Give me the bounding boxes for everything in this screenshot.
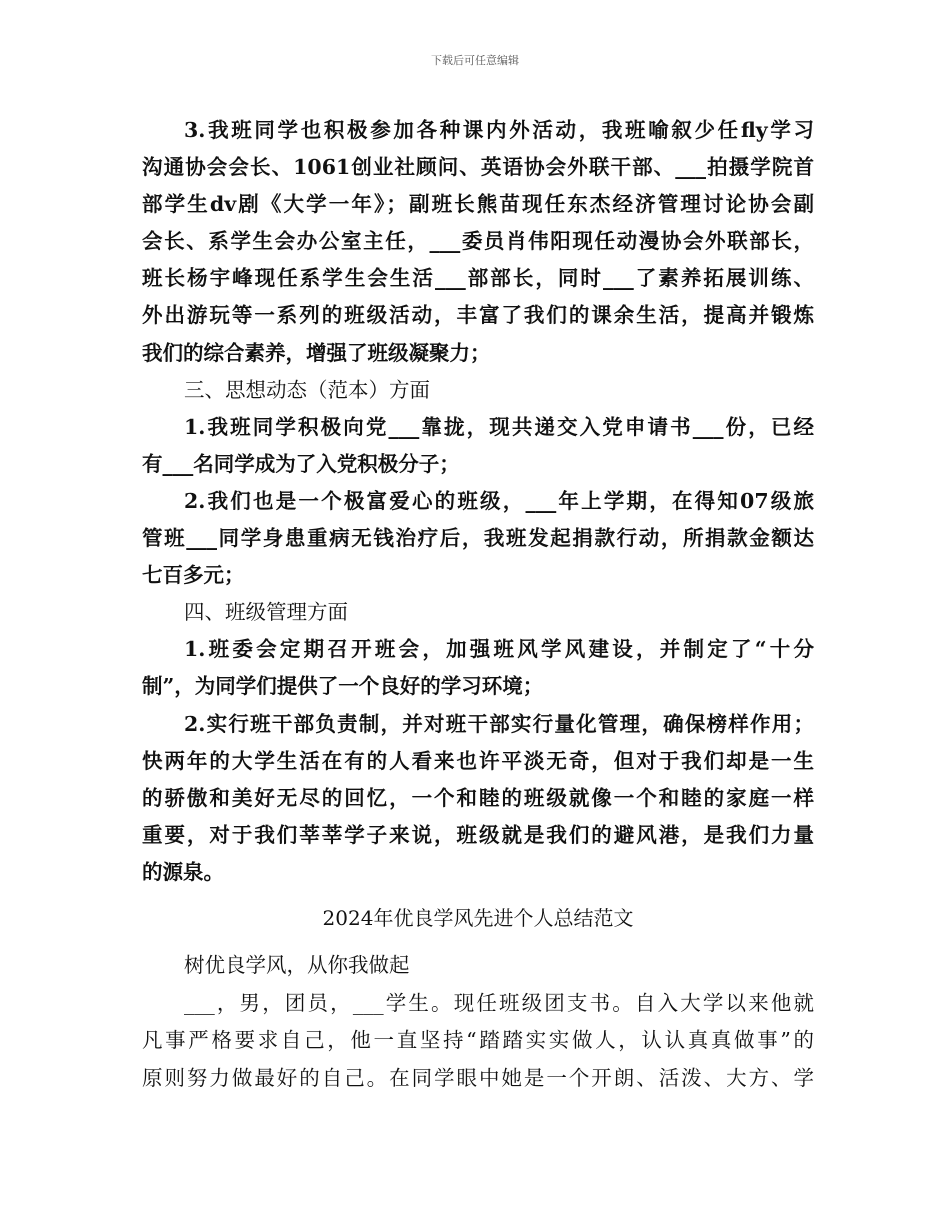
paragraph-line: 管班___同学身患重病无钱治疗后，我班发起捐款行动，所捐款金额达: [142, 526, 814, 551]
paragraph-line: 会长、系学生会办公室主任，___委员肖伟阳现任动漫协会外联部长，: [142, 229, 814, 254]
paragraph-line: 班长杨宇峰现任系学生会生活___部部长，同时___了素养拓展训练、: [142, 266, 814, 291]
section-heading: 四、班级管理方面: [184, 600, 348, 625]
paragraph-line: 的源泉。: [142, 859, 224, 884]
paragraph-line: 快两年的大学生活在有的人看来也许平淡无奇，但对于我们却是一生: [142, 748, 814, 773]
paragraph-line: 部学生dv剧《大学一年》；副班长熊苗现任东杰经济管理讨论协会副: [142, 192, 814, 217]
section-heading: 三、思想动态（范本）方面: [184, 377, 430, 402]
paragraph-line: 1.班委会定期召开班会，加强班风学风建设，并制定了“十分: [184, 637, 814, 662]
paragraph-line: 重要，对于我们莘莘学子来说，班级就是我们的避风港，是我们力量: [142, 822, 814, 847]
essay-title: 2024年优良学风先进个人总结范文: [322, 906, 634, 930]
essay-body: [142, 947, 814, 1097]
paragraph-line: 我们的综合素养，增强了班级凝聚力；: [142, 340, 491, 365]
paragraph-line: 1.我班同学积极向党___靠拢，现共递交入党申请书___份，已经: [184, 414, 814, 439]
paragraph-line: 原则努力做最好的自己。在同学眼中她是一个开朗、活泼、大方、学: [142, 1065, 814, 1090]
paragraph-line: 外出游玩等一系列的班级活动，丰富了我们的课余生活，提高并锻炼: [142, 303, 814, 328]
paragraph-line: 3.我班同学也积极参加各种课内外活动，我班喻叙少任fly学习: [184, 118, 814, 142]
paragraph-line: 的骄傲和美好无尽的回忆，一个和睦的班级就像一个和睦的家庭一样: [142, 785, 814, 810]
paragraph-line: 2.实行班干部负责制，并对班干部实行量化管理，确保榜样作用；: [184, 711, 814, 736]
paragraph-line: 沟通协会会长、1061创业社顾问、英语协会外联干部、___拍摄学院首: [142, 155, 814, 180]
paragraph-line: 七百多元；: [142, 563, 245, 588]
document-body: [142, 112, 814, 1090]
page-header: 下载后可任意编辑: [431, 54, 519, 67]
paragraph-line: 制”，为同学们提供了一个良好的学习环境；: [142, 674, 544, 699]
paragraph-line: 2.我们也是一个极富爱心的班级，___年上学期，在得知07级旅: [184, 488, 814, 513]
essay-subtitle: 树优良学风，从你我做起: [184, 953, 410, 977]
paragraph-line: ___，男，团员，___学生。现任班级团支书。自入大学以来他就: [184, 990, 814, 1015]
paragraph-line: 有___名同学成为了入党积极分子；: [142, 451, 460, 476]
paragraph-line: 凡事严格要求自己，他一直坚持“踏踏实实做人，认认真真做事”的: [142, 1028, 814, 1053]
